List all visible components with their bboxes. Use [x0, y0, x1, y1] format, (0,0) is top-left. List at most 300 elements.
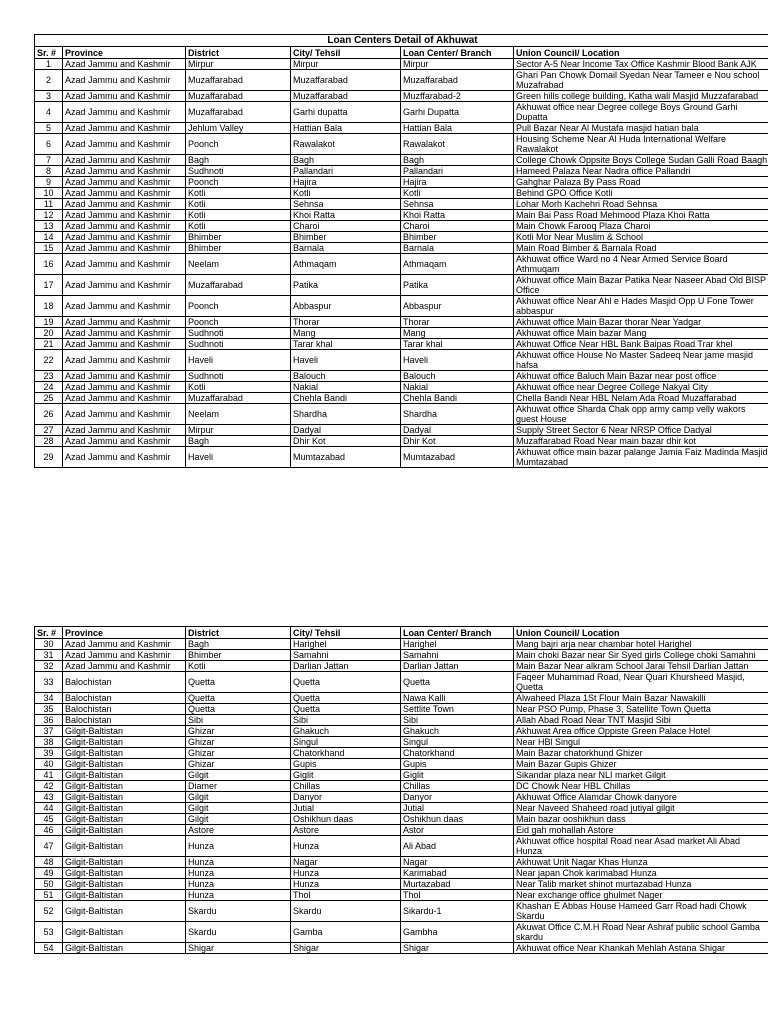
cell-branch: Samahni: [401, 650, 514, 661]
table-row: [35, 943, 768, 954]
cell-location: Main Bazar Near alkram School Jarai Tehsil Darlian Jattan: [514, 661, 768, 672]
cell-province: Gilgit-Baltistan: [63, 748, 186, 759]
table-row: [35, 70, 768, 91]
cell-province: Gilgit-Baltistan: [63, 901, 186, 922]
cell-province: Azad Jammu and Kashmir: [63, 393, 186, 404]
cell-branch: Astor: [401, 825, 514, 836]
cell-branch: Nawa Kalli: [401, 693, 514, 704]
cell-location: College Chowk Oppsite Boys College Sudan Galli Road Baagh: [514, 155, 768, 166]
cell-province: Azad Jammu and Kashmir: [63, 275, 186, 296]
cell-location: Green hills college building, Katha wali Masjid Muzzafarabad: [514, 91, 768, 102]
cell-branch: Khoi Ratta: [401, 210, 514, 221]
table-row: [35, 425, 768, 436]
cell-branch: Muzffarabad-2: [401, 91, 514, 102]
cell-location: Akhuwat office Near Khankah Mehlah Astana Shigar: [514, 943, 768, 954]
cell-province: Azad Jammu and Kashmir: [63, 650, 186, 661]
cell-sr: 7: [35, 155, 63, 166]
cell-branch: Shardha: [401, 404, 514, 425]
cell-location: Akhuwat Office Near HBL Bank Baipas Road Trar khel: [514, 339, 768, 350]
table-row: [35, 328, 768, 339]
cell-sr: 41: [35, 770, 63, 781]
cell-city: Shardha: [291, 404, 401, 425]
cell-city: Shigar: [291, 943, 401, 954]
cell-district: Quetta: [186, 672, 291, 693]
cell-location: Kotli Mor Near Muslim & School: [514, 232, 768, 243]
cell-location: Akhuwat office Main Bazar thorar Near Yadgar: [514, 317, 768, 328]
cell-district: Mirpur: [186, 59, 291, 70]
cell-city: Hajira: [291, 177, 401, 188]
cell-sr: 49: [35, 868, 63, 879]
cell-branch: Dadyal: [401, 425, 514, 436]
cell-city: Giglit: [291, 770, 401, 781]
cell-location: Chella Bandi Near HBL Nelam Ada Road Muzaffarabad: [514, 393, 768, 404]
cell-location: Gahghar Palaza By Pass Road: [514, 177, 768, 188]
table-row: [35, 825, 768, 836]
header-row: [35, 47, 768, 59]
cell-location: Akhuwat Office Alamdar Chowk danyore: [514, 792, 768, 803]
cell-location: Akhuwat Area office Oppiste Green Palace Hotel: [514, 726, 768, 737]
table-row: [35, 123, 768, 134]
cell-branch: Gupis: [401, 759, 514, 770]
cell-location: Alwaheed Plaza 1St Flour Main Bazar Nawakilli: [514, 693, 768, 704]
cell-city: Chillas: [291, 781, 401, 792]
cell-branch: Chatorkhand: [401, 748, 514, 759]
cell-branch: Tarar khal: [401, 339, 514, 350]
cell-province: Azad Jammu and Kashmir: [63, 254, 186, 275]
cell-province: Azad Jammu and Kashmir: [63, 221, 186, 232]
cell-branch: Shigar: [401, 943, 514, 954]
cell-district: Shigar: [186, 943, 291, 954]
cell-district: Sudhnoti: [186, 371, 291, 382]
cell-city: Chehla Bandi: [291, 393, 401, 404]
cell-sr: 17: [35, 275, 63, 296]
cell-branch: Muzaffarabad: [401, 70, 514, 91]
cell-district: Haveli: [186, 447, 291, 468]
table-row: [35, 350, 768, 371]
cell-location: DC Chowk Near HBL Chillas: [514, 781, 768, 792]
table-row: [35, 704, 768, 715]
cell-city: Tarar khal: [291, 339, 401, 350]
cell-district: Poonch: [186, 296, 291, 317]
cell-province: Azad Jammu and Kashmir: [63, 188, 186, 199]
cell-city: Muzaffarabad: [291, 70, 401, 91]
cell-province: Azad Jammu and Kashmir: [63, 70, 186, 91]
cell-city: Khoi Ratta: [291, 210, 401, 221]
cell-sr: 28: [35, 436, 63, 447]
cell-district: Bagh: [186, 436, 291, 447]
table-row: [35, 393, 768, 404]
cell-city: Darlian Jattan: [291, 661, 401, 672]
cell-sr: 37: [35, 726, 63, 737]
cell-city: Gamba: [291, 922, 401, 943]
cell-location: Pull Bazar Near Al Mustafa masjid hatian bala: [514, 123, 768, 134]
cell-province: Azad Jammu and Kashmir: [63, 447, 186, 468]
cell-sr: 2: [35, 70, 63, 91]
header-location: Union Council/ Location: [514, 47, 768, 59]
cell-branch: Pallandari: [401, 166, 514, 177]
cell-district: Gilgit: [186, 803, 291, 814]
table-row: [35, 436, 768, 447]
cell-city: Charoi: [291, 221, 401, 232]
cell-branch: Patika: [401, 275, 514, 296]
cell-branch: Sehnsa: [401, 199, 514, 210]
cell-district: Quetta: [186, 704, 291, 715]
cell-province: Gilgit-Baltistan: [63, 759, 186, 770]
cell-sr: 20: [35, 328, 63, 339]
cell-province: Azad Jammu and Kashmir: [63, 296, 186, 317]
cell-city: Barnala: [291, 243, 401, 254]
cell-sr: 10: [35, 188, 63, 199]
cell-city: Jutial: [291, 803, 401, 814]
table-row: [35, 770, 768, 781]
cell-city: Nagar: [291, 857, 401, 868]
cell-city: Ghakuch: [291, 726, 401, 737]
cell-city: Hattian Bala: [291, 123, 401, 134]
cell-branch: Hajira: [401, 177, 514, 188]
cell-location: Sector A-5 Near Income Tax Office Kashmir Blood Bank AJK: [514, 59, 768, 70]
cell-district: Muzaffarabad: [186, 393, 291, 404]
cell-province: Azad Jammu and Kashmir: [63, 404, 186, 425]
cell-sr: 22: [35, 350, 63, 371]
table-row: [35, 901, 768, 922]
table-row: [35, 243, 768, 254]
cell-city: Mirpur: [291, 59, 401, 70]
header-sr: Sr. #: [35, 627, 63, 639]
cell-sr: 36: [35, 715, 63, 726]
table-row: [35, 868, 768, 879]
cell-district: Kotli: [186, 221, 291, 232]
cell-location: Main Bazar Gupis Ghizer: [514, 759, 768, 770]
cell-branch: Danyor: [401, 792, 514, 803]
cell-province: Gilgit-Baltistan: [63, 781, 186, 792]
header-location: Union Council/ Location: [514, 627, 768, 639]
cell-sr: 48: [35, 857, 63, 868]
table-row: [35, 296, 768, 317]
cell-branch: Gambha: [401, 922, 514, 943]
cell-sr: 23: [35, 371, 63, 382]
cell-sr: 54: [35, 943, 63, 954]
cell-province: Gilgit-Baltistan: [63, 737, 186, 748]
cell-location: Supply Street Sector 6 Near NRSP Office Dadyal: [514, 425, 768, 436]
cell-district: Ghizar: [186, 737, 291, 748]
cell-location: Main Bazar chatorkhund Ghizer: [514, 748, 768, 759]
cell-province: Gilgit-Baltistan: [63, 792, 186, 803]
table-row: [35, 792, 768, 803]
cell-city: Thorar: [291, 317, 401, 328]
cell-city: Patika: [291, 275, 401, 296]
cell-location: Akhuwat office near Degree College Nakyal City: [514, 382, 768, 393]
table-row: [35, 759, 768, 770]
cell-province: Azad Jammu and Kashmir: [63, 339, 186, 350]
header-province: Province: [63, 627, 186, 639]
cell-branch: Oshikhun daas: [401, 814, 514, 825]
cell-sr: 30: [35, 639, 63, 650]
table-row: [35, 317, 768, 328]
cell-district: Haveli: [186, 350, 291, 371]
cell-province: Gilgit-Baltistan: [63, 726, 186, 737]
header-district: District: [186, 627, 291, 639]
cell-province: Gilgit-Baltistan: [63, 803, 186, 814]
cell-branch: Chehla Bandi: [401, 393, 514, 404]
cell-district: Bagh: [186, 155, 291, 166]
cell-sr: 53: [35, 922, 63, 943]
cell-district: Neelam: [186, 254, 291, 275]
cell-province: Azad Jammu and Kashmir: [63, 639, 186, 650]
cell-location: Akhuwat office House No Master Sadeeq Near jame masjid hafsa: [514, 350, 768, 371]
cell-province: Azad Jammu and Kashmir: [63, 436, 186, 447]
header-city: City/ Tehsil: [291, 627, 401, 639]
cell-sr: 19: [35, 317, 63, 328]
table-row: [35, 199, 768, 210]
cell-location: Behind GPO Office Kotli: [514, 188, 768, 199]
cell-location: Near japan Chok karimabad Hunza: [514, 868, 768, 879]
cell-branch: Barnala: [401, 243, 514, 254]
table-row: [35, 639, 768, 650]
cell-province: Azad Jammu and Kashmir: [63, 134, 186, 155]
table-title: Loan Centers Detail of Akhuwat: [35, 35, 768, 47]
cell-city: Athmaqam: [291, 254, 401, 275]
cell-sr: 1: [35, 59, 63, 70]
cell-branch: Darlian Jattan: [401, 661, 514, 672]
cell-city: Hunza: [291, 879, 401, 890]
cell-sr: 45: [35, 814, 63, 825]
cell-district: Ghizar: [186, 759, 291, 770]
cell-location: Akhuwat office Ward no 4 Near Armed Service Board Athmuqam: [514, 254, 768, 275]
cell-district: Ghizar: [186, 726, 291, 737]
cell-sr: 6: [35, 134, 63, 155]
cell-branch: Charoi: [401, 221, 514, 232]
cell-location: Ghari Pan Chowk Domail Syedan Near Tameer e Nou school Muzafrabad: [514, 70, 768, 91]
cell-location: Sikandar plaza near NLI market Gilgit: [514, 770, 768, 781]
cell-sr: 14: [35, 232, 63, 243]
cell-location: Eid gah mohallah Astore: [514, 825, 768, 836]
cell-district: Mirpur: [186, 425, 291, 436]
table-row: [35, 922, 768, 943]
cell-location: Near PSO Pump, Phase 3, Satellite Town Quetta: [514, 704, 768, 715]
cell-province: Azad Jammu and Kashmir: [63, 210, 186, 221]
cell-city: Oshikhun daas: [291, 814, 401, 825]
cell-branch: Singul: [401, 737, 514, 748]
cell-city: Danyor: [291, 792, 401, 803]
table-row: [35, 155, 768, 166]
cell-district: Diamer: [186, 781, 291, 792]
cell-location: Akhuwat office near Degree college Boys Ground Garhi Dupatta: [514, 102, 768, 123]
table-row: [35, 188, 768, 199]
cell-province: Azad Jammu and Kashmir: [63, 232, 186, 243]
cell-sr: 3: [35, 91, 63, 102]
cell-sr: 18: [35, 296, 63, 317]
cell-district: Astore: [186, 825, 291, 836]
cell-province: Gilgit-Baltistan: [63, 825, 186, 836]
cell-district: Jehlum Valley: [186, 123, 291, 134]
cell-province: Gilgit-Baltistan: [63, 770, 186, 781]
cell-province: Azad Jammu and Kashmir: [63, 661, 186, 672]
cell-district: Hunza: [186, 857, 291, 868]
cell-city: Gupis: [291, 759, 401, 770]
cell-location: Muzaffarabad Road Near main bazar dhir kot: [514, 436, 768, 447]
table-row: [35, 715, 768, 726]
cell-branch: Mirpur: [401, 59, 514, 70]
header-row: [35, 627, 768, 639]
cell-province: Azad Jammu and Kashmir: [63, 425, 186, 436]
cell-city: Bagh: [291, 155, 401, 166]
cell-branch: Haveli: [401, 350, 514, 371]
cell-district: Muzaffarabad: [186, 102, 291, 123]
cell-sr: 29: [35, 447, 63, 468]
cell-city: Mang: [291, 328, 401, 339]
cell-sr: 5: [35, 123, 63, 134]
cell-district: Hunza: [186, 890, 291, 901]
cell-city: Quetta: [291, 693, 401, 704]
cell-city: Singul: [291, 737, 401, 748]
cell-sr: 38: [35, 737, 63, 748]
cell-province: Azad Jammu and Kashmir: [63, 243, 186, 254]
cell-province: Gilgit-Baltistan: [63, 836, 186, 857]
cell-sr: 34: [35, 693, 63, 704]
cell-branch: Murtazabad: [401, 879, 514, 890]
table-row: [35, 672, 768, 693]
cell-sr: 43: [35, 792, 63, 803]
header-sr: Sr. #: [35, 47, 63, 59]
cell-location: Akhuwat office main bazar palange Jamia Faiz Madinda Masjid Mumtazabad: [514, 447, 768, 468]
table-row: [35, 166, 768, 177]
table-row: [35, 382, 768, 393]
cell-location: Main bazar ooshikhun dass: [514, 814, 768, 825]
cell-sr: 26: [35, 404, 63, 425]
cell-province: Balochistan: [63, 715, 186, 726]
cell-branch: Chillas: [401, 781, 514, 792]
table-row: [35, 91, 768, 102]
cell-city: Thol: [291, 890, 401, 901]
cell-district: Muzaffarabad: [186, 70, 291, 91]
cell-branch: Thorar: [401, 317, 514, 328]
cell-province: Gilgit-Baltistan: [63, 890, 186, 901]
cell-sr: 4: [35, 102, 63, 123]
cell-province: Azad Jammu and Kashmir: [63, 371, 186, 382]
cell-province: Gilgit-Baltistan: [63, 879, 186, 890]
cell-province: Azad Jammu and Kashmir: [63, 177, 186, 188]
cell-sr: 21: [35, 339, 63, 350]
cell-province: Balochistan: [63, 704, 186, 715]
cell-district: Ghizar: [186, 748, 291, 759]
cell-location: Near Naveed Shaheed road jutiyal gilgit: [514, 803, 768, 814]
cell-sr: 50: [35, 879, 63, 890]
header-branch: Loan Center/ Branch: [401, 47, 514, 59]
cell-district: Poonch: [186, 317, 291, 328]
cell-district: Quetta: [186, 693, 291, 704]
cell-location: Main Bai Pass Road Mehmood Plaza Khoi Ratta: [514, 210, 768, 221]
cell-location: Akhuwat office Baluch Main Bazar near post office: [514, 371, 768, 382]
cell-city: Sehnsa: [291, 199, 401, 210]
cell-location: Akhuwat office hospital Road near Asad market Ali Abad Hunza: [514, 836, 768, 857]
cell-branch: Ghakuch: [401, 726, 514, 737]
cell-branch: Nakial: [401, 382, 514, 393]
table-row: [35, 221, 768, 232]
cell-sr: 16: [35, 254, 63, 275]
cell-sr: 24: [35, 382, 63, 393]
cell-province: Azad Jammu and Kashmir: [63, 59, 186, 70]
cell-province: Azad Jammu and Kashmir: [63, 328, 186, 339]
cell-branch: Mumtazabad: [401, 447, 514, 468]
table-row: [35, 836, 768, 857]
cell-city: Hunza: [291, 836, 401, 857]
table-row: [35, 447, 768, 468]
cell-city: Chatorkhand: [291, 748, 401, 759]
cell-branch: Jutial: [401, 803, 514, 814]
cell-location: Housing Scheme Near Al Huda International Welfare Rawalakot: [514, 134, 768, 155]
table-row: [35, 693, 768, 704]
header-district: District: [186, 47, 291, 59]
cell-branch: Thol: [401, 890, 514, 901]
cell-sr: 47: [35, 836, 63, 857]
cell-branch: Giglit: [401, 770, 514, 781]
cell-province: Azad Jammu and Kashmir: [63, 102, 186, 123]
cell-city: Astore: [291, 825, 401, 836]
cell-district: Sudhnoti: [186, 166, 291, 177]
cell-branch: Garhi Dupatta: [401, 102, 514, 123]
cell-province: Azad Jammu and Kashmir: [63, 350, 186, 371]
cell-province: Azad Jammu and Kashmir: [63, 199, 186, 210]
cell-district: Neelam: [186, 404, 291, 425]
cell-province: Azad Jammu and Kashmir: [63, 155, 186, 166]
cell-sr: 51: [35, 890, 63, 901]
cell-branch: Athmaqam: [401, 254, 514, 275]
cell-sr: 33: [35, 672, 63, 693]
cell-branch: Ali Abad: [401, 836, 514, 857]
cell-province: Gilgit-Baltistan: [63, 943, 186, 954]
cell-district: Hunza: [186, 879, 291, 890]
cell-district: Kotli: [186, 188, 291, 199]
table-row: [35, 726, 768, 737]
cell-city: Muzaffarabad: [291, 91, 401, 102]
table-row: [35, 748, 768, 759]
cell-province: Azad Jammu and Kashmir: [63, 123, 186, 134]
cell-branch: Balouch: [401, 371, 514, 382]
table-row: [35, 803, 768, 814]
table-row: [35, 661, 768, 672]
table-row: [35, 232, 768, 243]
cell-branch: Kotli: [401, 188, 514, 199]
cell-district: Hunza: [186, 868, 291, 879]
cell-district: Kotli: [186, 382, 291, 393]
cell-location: Akhuwat office Near Ahl e Hades Masjid Opp U Fone Tower abbaspur: [514, 296, 768, 317]
table-row: [35, 650, 768, 661]
table-row: [35, 275, 768, 296]
cell-province: Gilgit-Baltistan: [63, 814, 186, 825]
cell-city: Sibi: [291, 715, 401, 726]
cell-city: Quetta: [291, 704, 401, 715]
cell-district: Bhimber: [186, 650, 291, 661]
cell-sr: 31: [35, 650, 63, 661]
cell-sr: 40: [35, 759, 63, 770]
cell-sr: 8: [35, 166, 63, 177]
cell-branch: Dhir Kot: [401, 436, 514, 447]
cell-location: Main choki Bazar near Sir Syed girls College choki Samahni: [514, 650, 768, 661]
cell-city: Kotli: [291, 188, 401, 199]
cell-sr: 52: [35, 901, 63, 922]
cell-district: Bhimber: [186, 243, 291, 254]
cell-sr: 12: [35, 210, 63, 221]
cell-district: Poonch: [186, 134, 291, 155]
loan-centers-table-2: [34, 626, 768, 954]
cell-location: Allah Abad Road Near TNT Masjid Sibi: [514, 715, 768, 726]
table-row: [35, 102, 768, 123]
cell-city: Harighel: [291, 639, 401, 650]
table-row: [35, 210, 768, 221]
cell-branch: Mang: [401, 328, 514, 339]
cell-province: Azad Jammu and Kashmir: [63, 317, 186, 328]
cell-branch: Karimabad: [401, 868, 514, 879]
